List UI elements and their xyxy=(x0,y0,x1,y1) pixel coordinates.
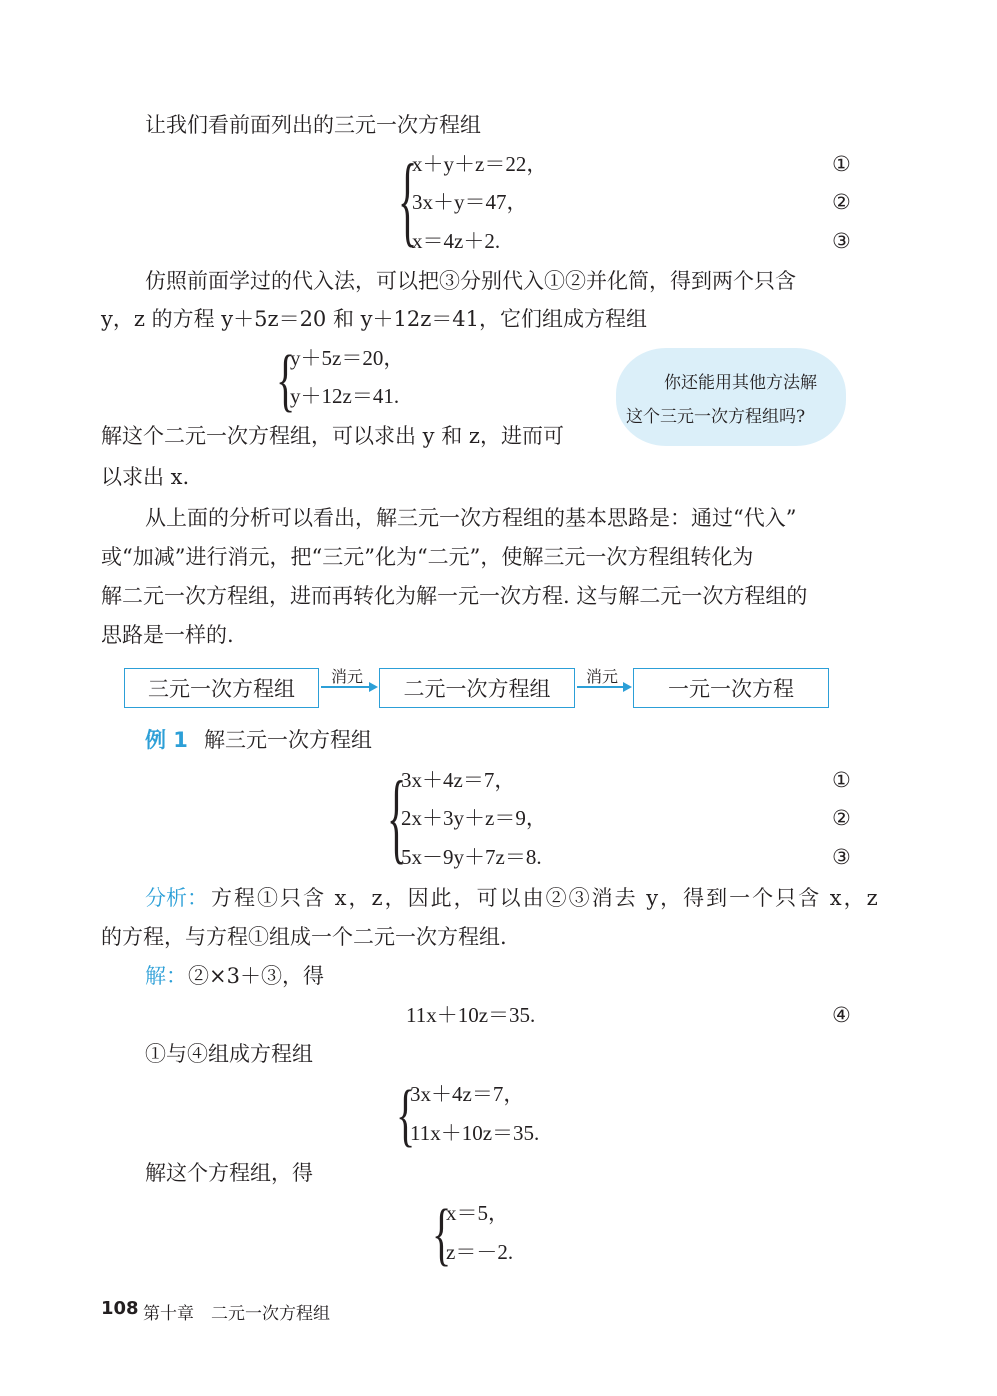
combine-text: ①与④组成方程组 xyxy=(145,1042,313,1066)
system4-brace: { xyxy=(396,1074,416,1154)
para2-line1: 解这个二元一次方程组，可以求出 y 和 z，进而可 xyxy=(101,424,564,448)
equation-number-2b: ② xyxy=(832,806,851,830)
system3-brace: { xyxy=(387,759,407,875)
para3-line3: 解二元一次方程组，进而再转化为解一元一次方程. 这与解二元一次方程组的 xyxy=(101,584,808,608)
analysis-line1: 方程①只含 x，z，因此，可以由②③消去 y，得到一个只含 x，z xyxy=(211,886,880,910)
para3-line2: 或“加减”进行消元，把“三元”化为“二元”，使解三元一次方程组转化为 xyxy=(101,545,754,569)
example-text: 解三元一次方程组 xyxy=(204,728,372,752)
equation-number-3b: ③ xyxy=(832,845,851,869)
equation-number-4: ④ xyxy=(832,1003,851,1027)
equation-number-3: ③ xyxy=(832,229,851,253)
bubble-line2: 这个三元一次方程组吗? xyxy=(626,407,806,427)
system5-eq1: x＝5， xyxy=(446,1201,509,1225)
para1-line1: 仿照前面学过的代入法，可以把③分别代入①②并化简，得到两个只含 xyxy=(145,269,796,293)
para1-line2: y，z 的方程 y＋5z＝20 和 y＋12z＝41，它们组成方程组 xyxy=(101,307,648,331)
flow-arrow2-label: 消元 xyxy=(586,667,619,686)
system2-eq1: y＋5z＝20， xyxy=(290,346,405,370)
flow-arrow1-line xyxy=(321,686,369,688)
analysis-label: 分析： xyxy=(145,886,208,910)
system1-brace: { xyxy=(398,142,418,258)
bubble-line1: 你还能用其他方法解 xyxy=(664,373,817,393)
system1-eq2: 3x＋y＝47， xyxy=(412,190,528,214)
equation-number-1b: ① xyxy=(832,768,851,792)
flow-box-unary: 一元一次方程 xyxy=(633,668,829,708)
flow-arrow1-head-icon xyxy=(369,682,378,692)
para3-line4: 思路是一样的. xyxy=(101,623,234,647)
page-number: 108 xyxy=(101,1298,139,1319)
solution-text: ②×3＋③，得 xyxy=(188,964,324,988)
flow-arrow2-line xyxy=(577,686,623,688)
flow-arrow2-head-icon xyxy=(623,682,632,692)
solve-text: 解这个方程组，得 xyxy=(145,1161,313,1185)
system2-eq2: y＋12z＝41. xyxy=(290,384,400,408)
para3-line1: 从上面的分析可以看出，解三元一次方程组的基本思路是：通过“代入” xyxy=(145,506,797,530)
system1-eq3: x＝4z＋2. xyxy=(412,229,501,253)
equation-4: 11x＋10z＝35. xyxy=(406,1003,536,1027)
system4-eq1: 3x＋4z＝7， xyxy=(410,1082,525,1106)
equation-number-1: ① xyxy=(832,152,851,176)
intro-text: 让我们看前面列出的三元一次方程组 xyxy=(145,113,481,137)
system4-eq2: 11x＋10z＝35. xyxy=(410,1121,540,1145)
solution-label: 解： xyxy=(145,964,187,988)
system3-eq3: 5x－9y＋7z＝8. xyxy=(401,845,542,869)
flow-box-ternary: 三元一次方程组 xyxy=(124,668,319,708)
thought-bubble xyxy=(616,348,846,446)
chapter-title: 第十章 二元一次方程组 xyxy=(143,1304,330,1324)
system5-brace: { xyxy=(432,1193,452,1273)
system5-eq2: z＝－2. xyxy=(446,1240,514,1264)
system3-eq1: 3x＋4z＝7， xyxy=(401,768,516,792)
system1-eq1: x＋y＋z＝22， xyxy=(412,152,548,176)
para2-line2: 以求出 x. xyxy=(101,465,190,489)
example-label: 例 1 xyxy=(145,728,188,752)
analysis-line2: 的方程，与方程①组成一个二元一次方程组. xyxy=(101,925,507,949)
system3-eq2: 2x＋3y＋z＝9， xyxy=(401,806,547,830)
flow-box-binary: 二元一次方程组 xyxy=(379,668,575,708)
flow-arrow1-label: 消元 xyxy=(331,667,364,686)
system2-brace: { xyxy=(276,339,296,419)
equation-number-2: ② xyxy=(832,190,851,214)
